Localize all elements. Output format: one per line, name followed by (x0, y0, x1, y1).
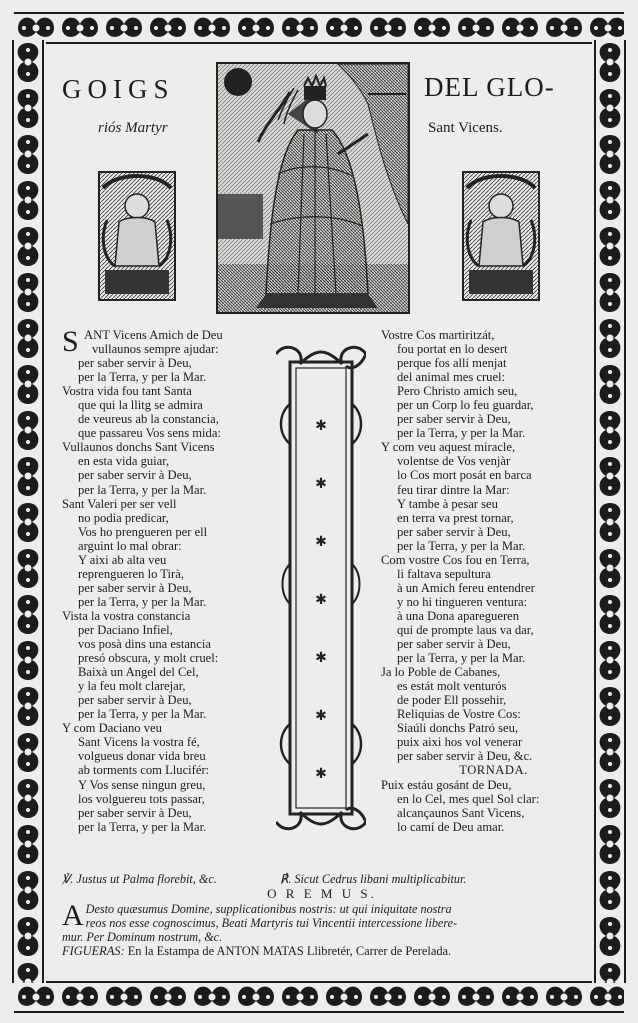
svg-text:✱: ✱ (315, 650, 327, 666)
verse-line: que qui la llitg se admira (78, 398, 203, 413)
svg-text:✱: ✱ (315, 418, 327, 434)
response: ℟. Sicut Cedrus libani multiplicabitur. (280, 872, 467, 886)
verse-line: per la Terra, y per la Mar. (78, 482, 207, 497)
verse-line: volentse de Vos venjàr (397, 454, 511, 469)
imprint-place: FIGUERAS: (62, 944, 125, 958)
ornamental-border-right (592, 40, 628, 983)
subtitle-left: riós Martyr (98, 120, 168, 136)
verse-line: en terra va prest tornar, (397, 510, 514, 525)
verse-line: de veureus ab la constancia, (78, 412, 219, 427)
verse-line: que passareu Vos sens mida: (78, 426, 221, 441)
cherub-woodcut-left (97, 170, 177, 302)
verse-line: per saber servir à Deu, (397, 637, 511, 652)
verse-line: per la Terra, y per la Mar. (78, 594, 207, 609)
verse-line: Pero Christo amich seu, (397, 384, 518, 399)
verse-line: Vostre Cos martiritzát, (381, 328, 495, 342)
prayer-text (62, 899, 582, 944)
verse-line: à una Dona aparegueren (397, 608, 520, 623)
versicle: ℣. Justus ut Palma florebit, &c. (62, 872, 217, 886)
verse-line: volgueus donar vida breu (78, 749, 206, 764)
tornada-heading: TORNADA. (459, 763, 528, 778)
verse-line: Puix estáu gosánt de Deu, (381, 777, 512, 792)
dropcap-a: A (62, 899, 84, 932)
verse-line: per saber servir à Deu, (78, 805, 192, 820)
verse-line: per saber servir à Deu, (397, 412, 511, 427)
verse-column-left (62, 325, 294, 834)
subtitle-right: Sant Vicens. (428, 120, 503, 136)
verse-line: feu tirar dintre la Mar: (397, 482, 510, 497)
ornamental-border-top (14, 8, 624, 48)
title-left: GOIGS (62, 74, 175, 104)
verse-line: Y com veu aquest miracle, (381, 440, 516, 455)
verse-line: no podia predicar, (78, 510, 169, 525)
verse-line: reprengueren lo Tirà, (78, 566, 184, 581)
verse-line: per la Terra, y per la Mar. (78, 819, 207, 834)
verse-line: los volguereu tots passar, (78, 791, 205, 806)
verse-line: Sant Vicens la vostra fé, (78, 735, 200, 750)
verse-line: Com vostre Cos fou en Terra, (381, 552, 530, 567)
svg-text:✱: ✱ (315, 592, 327, 608)
verse-line: arguint lo mal obrar: (78, 538, 182, 553)
verse-line: Reliquias de Vostre Cos: (397, 707, 521, 722)
oremus-heading: O R E M U S. (267, 886, 377, 901)
verse-line: per saber servir à Deu, (397, 524, 511, 539)
title-right: DEL GLO- (424, 72, 555, 102)
verse-line: Vullaunos donchs Sant Vicens (62, 440, 215, 455)
central-ornamental-frame (276, 344, 366, 832)
cherub-woodcut-right (461, 170, 541, 302)
verse-line: ANT Vicens Amich de Deu (84, 328, 223, 342)
verse-line: y no hi tingueren ventura: (397, 594, 528, 609)
verse-line: lo camí de Deu amar. (397, 819, 505, 834)
verse-column-right (381, 328, 586, 834)
saint-vincent-woodcut (216, 62, 410, 314)
svg-text:✱: ✱ (315, 476, 327, 492)
svg-text:✱: ✱ (315, 534, 327, 550)
verse-line: Y tambe à pesar seu (397, 496, 498, 511)
dropcap-s: S (62, 325, 79, 358)
prayer-line: reos nos esse cognoscimus, Beati Martyris tui Vincentii intercessione libere- (85, 916, 458, 930)
verse-line: per la Terra, y per la Mar. (78, 707, 207, 722)
prayer-line: mur. Per Dominum nostrum, &c. (62, 930, 223, 944)
verse-line: del animal mes cruel: (397, 370, 506, 385)
verse-line: per un Corp lo feu guardar, (397, 398, 534, 413)
verse-line: per saber servir à Deu, (78, 468, 192, 483)
verse-line: Y com Daciano veu (62, 721, 162, 736)
verse-line: Vos ho prengueren per ell (78, 524, 208, 539)
verse-line: alcançaunos Sant Vicens, (397, 805, 525, 820)
verse-line: lo Cos mort posát en barca (397, 468, 532, 483)
verse-line: en esta vida guiar, (78, 454, 170, 469)
verse-line: per la Terra, y per la Mar. (397, 426, 526, 441)
verse-line: Y aixi ab alta veu (78, 552, 167, 567)
verse-line: perque fos allí menjat (397, 356, 507, 371)
prayer-line: Desto quæsumus Domine, supplicationibus nostris: ut qui iniquitate nostra (85, 902, 452, 916)
verse-line: per Daciano Infiel, (78, 622, 173, 637)
ornamental-border-left (10, 40, 46, 983)
verse-line: per la Terra, y per la Mar. (397, 538, 526, 553)
ornamental-border-bottom (14, 977, 624, 1017)
imprint-text: En la Estampa de ANTON MATAS Llibretér, Carrer de Perelada. (124, 944, 452, 958)
verse-line: Y Vos sense ningun greu, (78, 777, 206, 792)
verse-line: li faltava sepultura (397, 566, 491, 581)
verse-line: Sant Valeri per ser vell (62, 496, 177, 511)
verse-line: Siaúli donchs Patró seu, (397, 721, 519, 736)
verse-line: vullaunos sempre ajudar: (92, 342, 219, 357)
verse-line: per saber servir à Deu, (78, 356, 192, 371)
verse-line: Vostra vida fou tant Santa (62, 384, 192, 399)
verse-line: Ja lo Poble de Cabanes, (381, 665, 501, 680)
verse-line: puix aixi hos vol venerar (397, 735, 523, 750)
verse-line: vos posà dins una estancia (78, 637, 211, 652)
verse-line: per saber servir à Deu, (78, 693, 192, 708)
verse-line: y la feu molt clarejar, (78, 679, 186, 694)
svg-text:✱: ✱ (315, 708, 327, 724)
verse-line: ab torments com Llucifér: (78, 763, 210, 778)
versicle-line (62, 872, 582, 887)
verse-line: fou portat en lo desert (397, 342, 508, 357)
verse-line: à un Amich fereu entendrer (397, 580, 535, 595)
verse-line: qui de prompte laus va dar, (397, 622, 534, 637)
verse-line: per la Terra, y per la Mar. (397, 651, 526, 666)
verse-line: de poder Ell possehir, (397, 693, 507, 708)
verse-line: presó obscura, y molt cruel: (78, 651, 219, 666)
svg-text:✱: ✱ (315, 766, 327, 782)
printer-imprint (62, 944, 582, 959)
verse-line: per saber servir à Deu, &c. (397, 749, 533, 764)
verse-line: Baixà un Angel del Cel, (78, 665, 199, 680)
verse-line: es estát molt venturós (397, 679, 507, 694)
verse-line: per la Terra, y per la Mar. (78, 370, 207, 385)
verse-line: en lo Cel, mes quel Sol clar: (397, 791, 540, 806)
verse-line: per saber servir à Deu, (78, 580, 192, 595)
verse-line: Vista la vostra constancia (62, 608, 191, 623)
